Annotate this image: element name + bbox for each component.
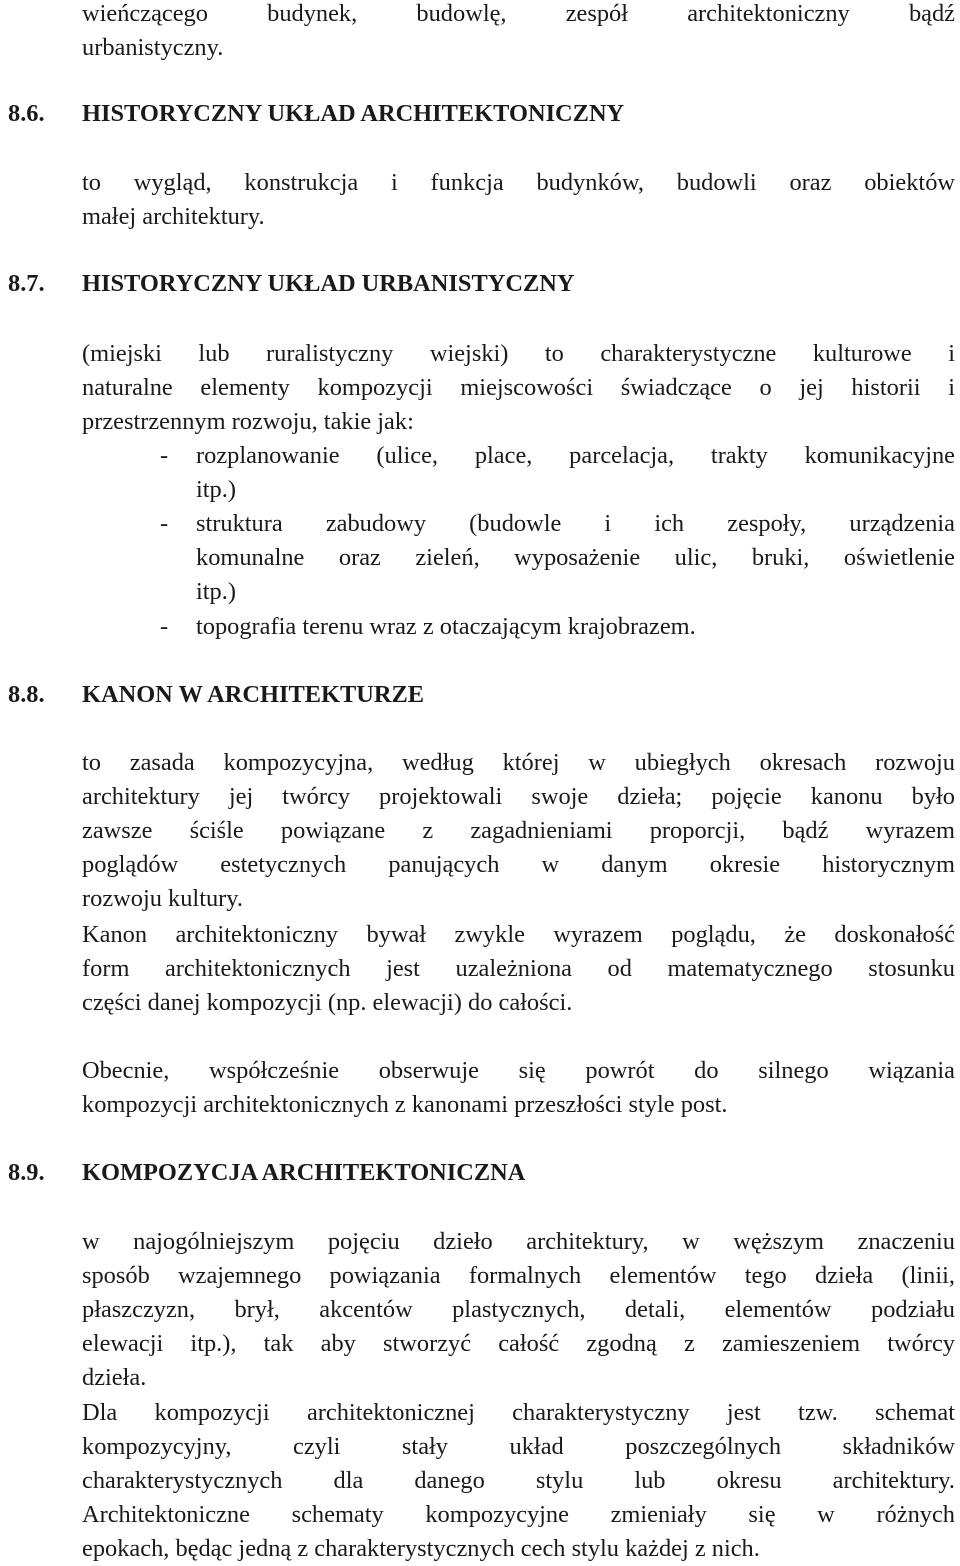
list-dash: - bbox=[160, 510, 169, 537]
body-text-line: to wygląd, konstrukcja i funkcja budynków, budowli oraz obiektów bbox=[82, 169, 955, 196]
list-item-line: topografia terenu wraz z otaczającym krajobrazem. bbox=[196, 613, 696, 640]
body-text-line: poglądów estetycznych panujących w danym okresie historycznym bbox=[82, 851, 955, 878]
body-text-line: epokach, będąc jedną z charakterystycznych cech stylu każdej z nich. bbox=[82, 1535, 760, 1562]
list-item-line: struktura zabudowy (budowle i ich zespoły, urządzenia bbox=[196, 510, 955, 537]
section-number: 8.8. bbox=[8, 681, 45, 708]
body-text-line: rozwoju kultury. bbox=[82, 885, 243, 912]
list-item-line: rozplanowanie (ulice, place, parcelacja, trakty komunikacyjne bbox=[196, 442, 955, 469]
body-text-line: elewacji itp.), tak aby stworzyć całość zgodną z zamieszeniem twórcy bbox=[82, 1330, 955, 1357]
body-text-line: części danej kompozycji (np. elewacji) do całości. bbox=[82, 989, 573, 1016]
body-text-line: urbanistyczny. bbox=[82, 34, 224, 61]
section-heading: HISTORYCZNY UKŁAD ARCHITEKTONICZNY bbox=[82, 100, 625, 127]
body-text-line: Obecnie, współcześnie obserwuje się powrót do silnego wiązania bbox=[82, 1057, 955, 1084]
list-dash: - bbox=[160, 442, 169, 469]
body-text-line: form architektonicznych jest uzależniona od matematycznego stosunku bbox=[82, 955, 955, 982]
list-item-line: komunalne oraz zieleń, wyposażenie ulic, bruki, oświetlenie bbox=[196, 544, 955, 571]
body-text-line: dzieła. bbox=[82, 1364, 147, 1391]
body-text-line: to zasada kompozycyjna, według której w ubiegłych okresach rozwoju bbox=[82, 749, 955, 776]
body-text-line: Architektoniczne schematy kompozycyjne zmieniały się w różnych bbox=[82, 1501, 955, 1528]
body-text-line: kompozycji architektonicznych z kanonami przeszłości style post. bbox=[82, 1091, 728, 1118]
section-heading: KOMPOZYCJA ARCHITEKTONICZNA bbox=[82, 1159, 526, 1186]
body-text-line: płaszczyzn, brył, akcentów plastycznych, detali, elementów podziału bbox=[82, 1296, 955, 1323]
body-text-line: kompozycyjny, czyli stały układ poszczególnych składników bbox=[82, 1433, 955, 1460]
list-item-line: itp.) bbox=[196, 476, 236, 503]
section-number: 8.9. bbox=[8, 1159, 45, 1186]
body-text-line: (miejski lub ruralistyczny wiejski) to charakterystyczne kulturowe i bbox=[82, 340, 955, 367]
body-text-line: naturalne elementy kompozycji miejscowości świadczące o jej historii i bbox=[82, 374, 955, 401]
body-text-line: Dla kompozycji architektonicznej charakterystyczny jest tzw. schemat bbox=[82, 1399, 955, 1426]
section-number: 8.6. bbox=[8, 100, 45, 127]
section-heading: KANON W ARCHITEKTURZE bbox=[82, 681, 424, 708]
body-text-line: architektury jej twórcy projektowali swoje dzieła; pojęcie kanonu było bbox=[82, 783, 955, 810]
list-item-line: itp.) bbox=[196, 578, 236, 605]
body-text-line: zawsze ściśle powiązane z zagadnieniami proporcji, bądź wyrazem bbox=[82, 817, 955, 844]
body-text-line: przestrzennym rozwoju, takie jak: bbox=[82, 408, 414, 435]
body-text-line: w najogólniejszym pojęciu dzieło architektury, w węższym znaczeniu bbox=[82, 1228, 955, 1255]
body-text-line: charakterystycznych dla danego stylu lub okresu architektury. bbox=[82, 1467, 955, 1494]
body-text-line: sposób wzajemnego powiązania formalnych elementów tego dzieła (linii, bbox=[82, 1262, 955, 1289]
body-text-line: Kanon architektoniczny bywał zwykle wyrazem poglądu, że doskonałość bbox=[82, 921, 955, 948]
section-number: 8.7. bbox=[8, 270, 45, 297]
body-text-line: wieńczącego budynek, budowlę, zespół architektoniczny bądź bbox=[82, 0, 955, 27]
list-dash: - bbox=[160, 613, 169, 640]
section-heading: HISTORYCZNY UKŁAD URBANISTYCZNY bbox=[82, 270, 575, 297]
body-text-line: małej architektury. bbox=[82, 203, 265, 230]
